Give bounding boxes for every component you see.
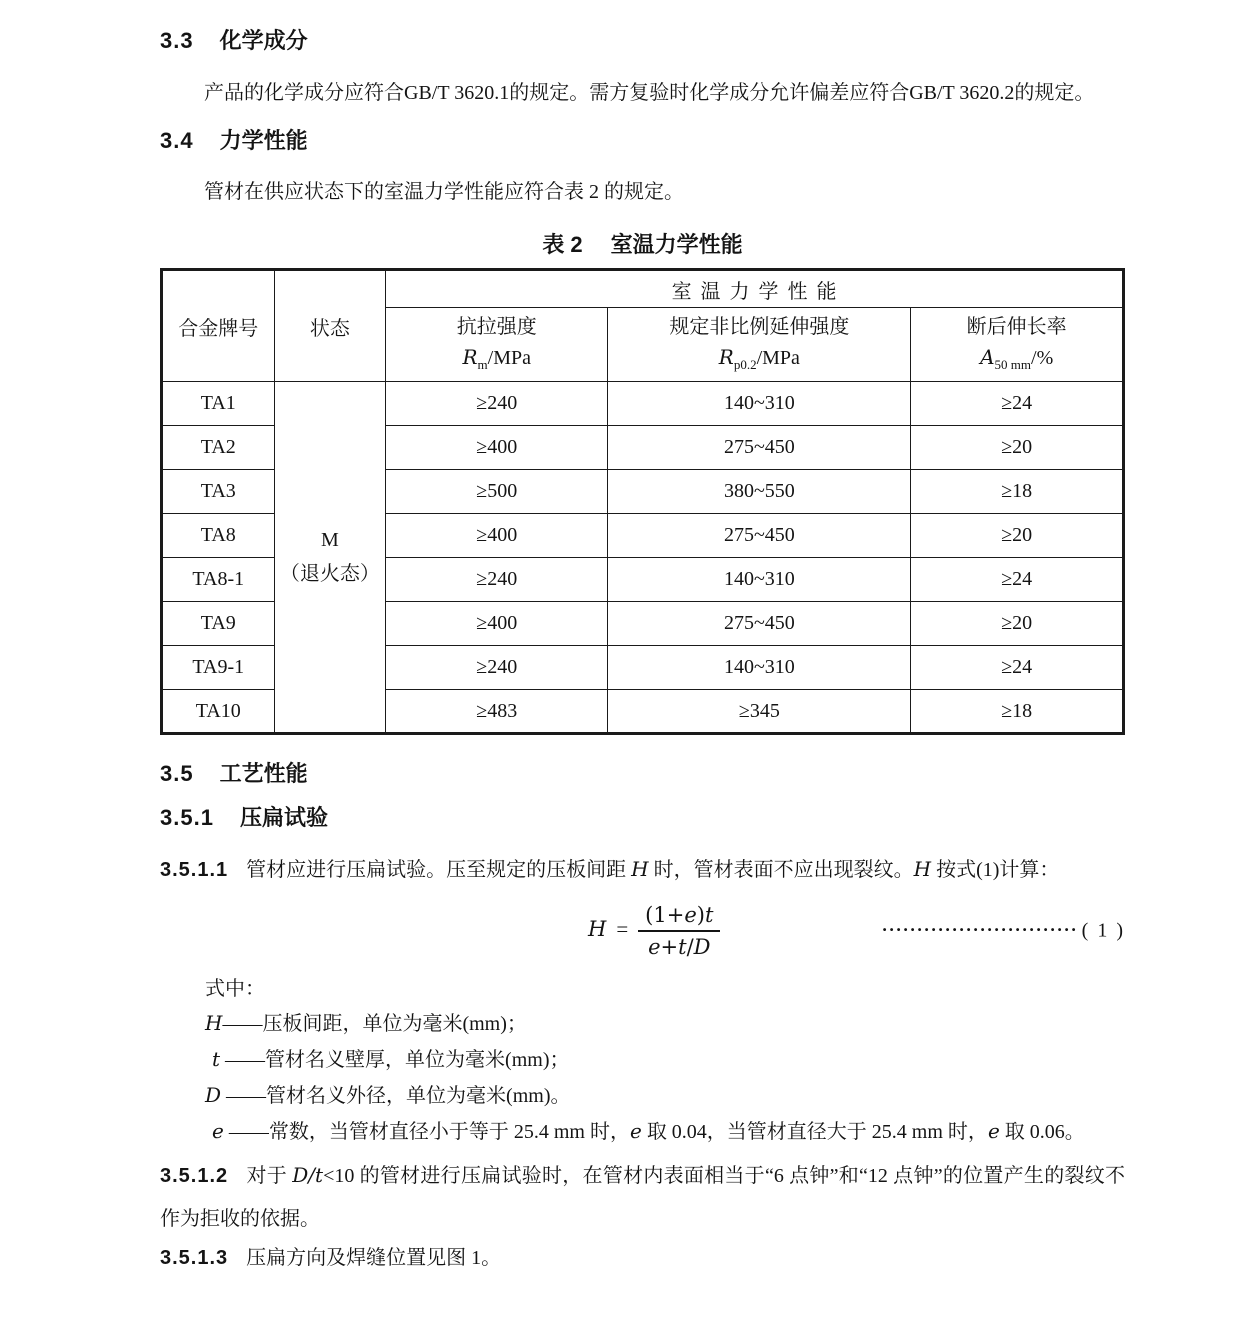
clause-number: 3.5.1.2 [160,1165,229,1187]
state-code: M [320,529,339,551]
header-label: 规定非比例延伸强度 [669,315,850,338]
rp-cell: 275~450 [608,514,911,558]
rm-cell: ≥483 [386,690,608,734]
section-number: 3.4 [160,128,194,153]
clause-3-5-1-2 [160,1154,1125,1241]
a-cell: ≥24 [911,382,1124,426]
paragraph-3-4: 管材在供应状态下的室温力学性能应符合表 2 的规定。 [204,181,684,203]
section-title: 压扁试验 [239,805,328,830]
rp-cell: 140~310 [608,382,911,426]
alloy-cell: TA10 [162,690,275,734]
a-cell: ≥24 [911,558,1124,602]
alloy-cell: TA9 [162,602,275,646]
table-caption [160,230,1125,260]
alloy-cell: TA8 [162,514,275,558]
rm-cell: ≥400 [386,602,608,646]
fraction [638,903,720,959]
definitions-intro: 式中： [205,978,265,1000]
header-proof-strength [608,308,911,382]
clause-number: 3.5.1.1 [160,859,229,881]
section-number: 3.5.1 [160,805,214,830]
a-cell: ≥18 [911,470,1124,514]
header-alloy: 合金牌号 [162,270,275,382]
header-symbol: $R_{p0.2}$/MPa [718,344,800,372]
a-cell: ≥20 [911,514,1124,558]
a-cell: ≥20 [911,602,1124,646]
section-heading-3-4 [160,126,1125,156]
clause-text: 对于 D/t<10 的管材进行压扁试验时，在管材内表面相当于“6 点钟”和“12 点钟”的位置产生的裂纹不作为拒收的依据。 [160,1163,1125,1230]
alloy-cell: TA9-1 [162,646,275,690]
section-title: 化学成分 [219,28,308,53]
clause-text: 压扁方向及焊缝位置见图 1。 [246,1247,502,1269]
a-cell: ≥20 [911,426,1124,470]
table-caption-label: 表 2 [542,232,583,257]
rm-cell: ≥400 [386,426,608,470]
rm-cell: ≥240 [386,558,608,602]
rp-cell: 140~310 [608,646,911,690]
header-state: 状态 [274,270,386,382]
header-symbol: $A_{50 mm}/\%$ [980,344,1054,372]
section-number: 3.5 [160,761,194,786]
header-tensile-strength [386,308,608,382]
equation-1 [588,903,720,959]
rp-cell: 275~450 [608,426,911,470]
paragraph-3-3: 产品的化学成分应符合GB/T 3620.1的规定。需方复验时化学成分允许偏差应符合GB/T 3620.2的规定。 [204,82,1095,104]
header-label: 抗拉强度 [456,315,537,338]
table-caption-title: 室温力学性能 [610,232,743,257]
rm-cell: ≥500 [386,470,608,514]
dot-leader: ···························· [881,919,1078,940]
table-header-row-1 [162,270,1124,308]
clause-3-5-1-3 [160,1241,1125,1275]
clause-text: 管材应进行压扁试验。压至规定的压板间距 H 时，管材表面不应出现裂纹。H 按式(1)计算： [246,857,1060,881]
header-elongation [911,308,1124,382]
formula-lhs: H [588,916,607,941]
rp-cell: 380~550 [608,470,911,514]
rp-cell: ≥345 [608,690,911,734]
section-title: 工艺性能 [219,761,308,786]
alloy-cell: TA3 [162,470,275,514]
definition-line-D: D ——管材名义外径，单位为毫米(mm)。 [205,1083,571,1107]
section-heading-3-3 [160,26,1125,56]
section-title: 力学性能 [219,128,308,153]
clause-3-5-1-1 [160,847,1125,892]
equals-sign: = [616,916,629,941]
section-heading-3-5 [160,759,1125,789]
section-number: 3.3 [160,28,194,53]
fraction-numerator: (1+e)t [638,903,720,932]
alloy-cell: TA2 [162,426,275,470]
header-label: 断后伸长率 [966,315,1067,338]
definition-line-t: t ——管材名义壁厚，单位为毫米(mm)； [212,1047,570,1071]
definition-line-H: H——压板间距，单位为毫米(mm)； [205,1011,527,1035]
fraction-denominator: e+t/D [648,935,711,959]
alloy-cell: TA1 [162,382,275,426]
rm-cell: ≥240 [386,646,608,690]
rp-cell: 275~450 [608,602,911,646]
clause-number: 3.5.1.3 [160,1247,229,1269]
state-cell [274,382,386,734]
equation-leader [882,920,1125,943]
alloy-cell: TA8-1 [162,558,275,602]
table-row [162,382,1124,426]
mechanical-properties-table [160,268,1125,735]
equation-number: ( 1 ) [1081,919,1125,942]
formula-row [160,896,1125,966]
section-heading-3-5-1 [160,803,1125,833]
header-group: 室温力学性能 [386,270,1124,308]
rm-cell: ≥400 [386,514,608,558]
a-cell: ≥24 [911,646,1124,690]
header-symbol: $R_m$/MPa [462,344,531,372]
a-cell: ≥18 [911,690,1124,734]
rp-cell: 140~310 [608,558,911,602]
definition-line-e: e ——常数，当管材直径小于等于 25.4 mm 时，e 取 0.04，当管材直径大于 25.4 mm 时，e 取 0.06。 [212,1119,1085,1143]
rm-cell: ≥240 [386,382,608,426]
state-note: （退火态） [279,563,380,585]
